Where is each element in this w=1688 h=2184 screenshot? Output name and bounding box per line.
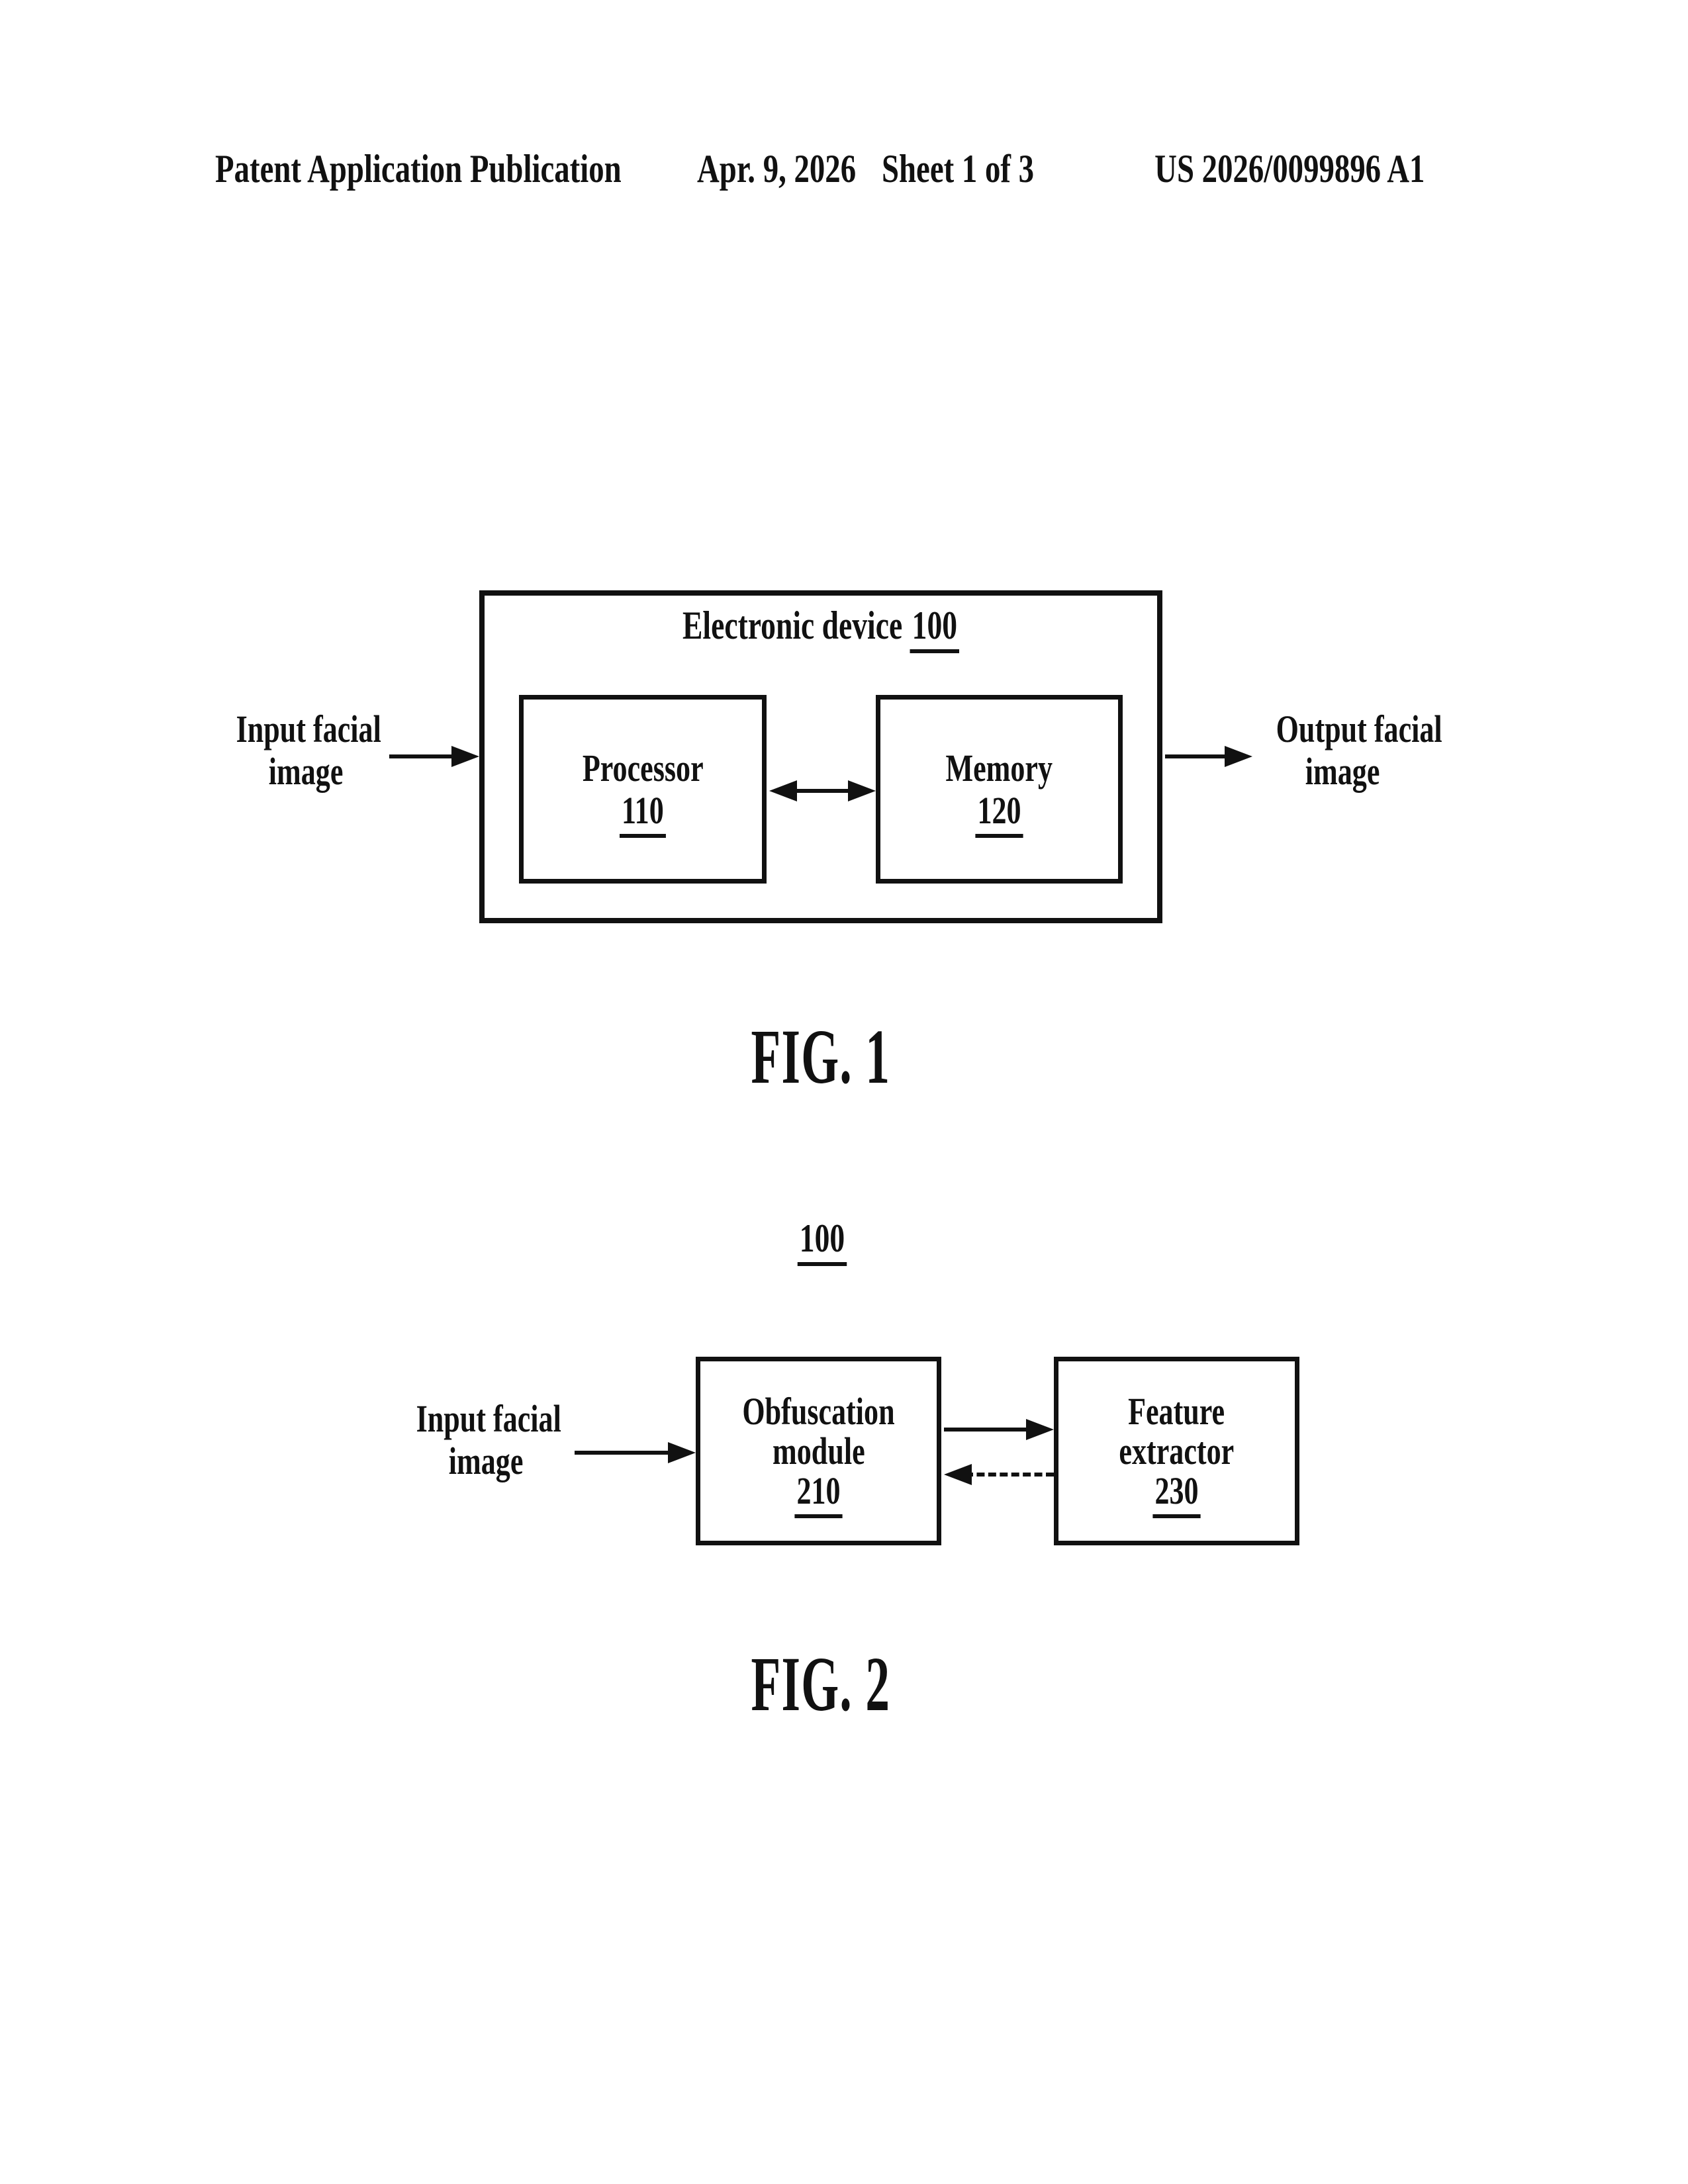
fig2-obfuscation-module-box [696,1357,941,1545]
fig1-double-arrow-right-head-icon [848,780,876,801]
fig1-device-title-text [682,604,959,647]
fig2-obfuscation-ref: 210 [794,1469,842,1518]
header-patent-number [1078,147,1425,191]
fig2-feedback-arrow-line [965,1473,1054,1477]
fig2-caption-text: FIG. 2 [751,1641,891,1727]
fig1-input-label-line1: Input facial [236,707,381,751]
fig2-feedback-arrow-head-icon [944,1464,972,1485]
fig1-double-arrow-left-head-icon [769,780,797,801]
fig2-input-arrow-head-icon [668,1442,696,1463]
fig2-device-ref: 100 [798,1216,847,1266]
fig1-input-arrow-head-icon [451,746,479,767]
fig2-extractor-label-line2: extractor [1119,1429,1235,1473]
header-sheet-number [882,147,1077,191]
fig1-memory-ref-line [975,790,1023,832]
fig2-input-label [393,1398,579,1482]
header-publication-text: Patent Application Publication [215,147,622,191]
fig1-processor-label: Processor [582,746,704,790]
fig2-input-label-line1: Input facial [416,1397,561,1440]
header-date-text: Apr. 9, 2026 [697,147,857,191]
header-patent-number-text: US 2026/0099896 A1 [1154,147,1425,191]
fig2-obfuscation-ref-line [794,1471,842,1511]
fig1-memory-box [876,695,1123,884]
fig1-input-arrow-line [389,754,455,758]
fig1-device-title [479,604,1162,647]
fig2-input-label-line2: image [448,1439,524,1482]
fig2-caption [479,1641,1162,1727]
fig2-device-ref-line [723,1216,921,1260]
fig2-forward-arrow-head-icon [1026,1419,1054,1440]
fig1-memory-label: Memory [945,746,1053,790]
fig1-output-arrow-head-icon [1225,746,1252,767]
fig2-feature-extractor-box [1054,1357,1299,1545]
fig1-device-ref: 100 [910,604,959,653]
fig1-processor-ref-line [620,790,666,832]
header-publication-label [215,147,736,191]
fig2-extractor-ref-line [1152,1471,1200,1511]
fig1-output-arrow-line [1165,754,1226,758]
fig1-caption [479,1013,1162,1100]
fig1-processor-ref: 110 [620,789,666,838]
fig2-obfuscation-label-line2: module [772,1429,865,1473]
fig2-input-arrow-line [575,1451,674,1455]
fig2-forward-arrow-line [944,1428,1030,1432]
fig1-double-arrow-line [794,789,851,793]
fig1-memory-ref: 120 [975,789,1023,838]
fig1-processor-box [519,695,767,884]
fig1-input-label [213,708,399,793]
fig2-device-ref-wrap [798,1216,847,1260]
fig2-extractor-ref: 230 [1152,1469,1200,1518]
fig1-output-label-line1: Output facial [1276,707,1442,751]
fig1-caption-text: FIG. 1 [751,1013,891,1100]
fig1-input-label-line2: image [268,750,344,793]
header-date [697,147,901,191]
fig2-extractor-label-line1: Feature [1128,1389,1225,1433]
fig1-output-label [1250,707,1442,793]
fig2-obfuscation-label-line1: Obfuscation [742,1389,895,1433]
header-sheet-text: Sheet 1 of 3 [882,147,1035,191]
fig1-device-label: Electronic device [682,604,903,647]
fig1-output-label-line2: image [1305,750,1380,793]
